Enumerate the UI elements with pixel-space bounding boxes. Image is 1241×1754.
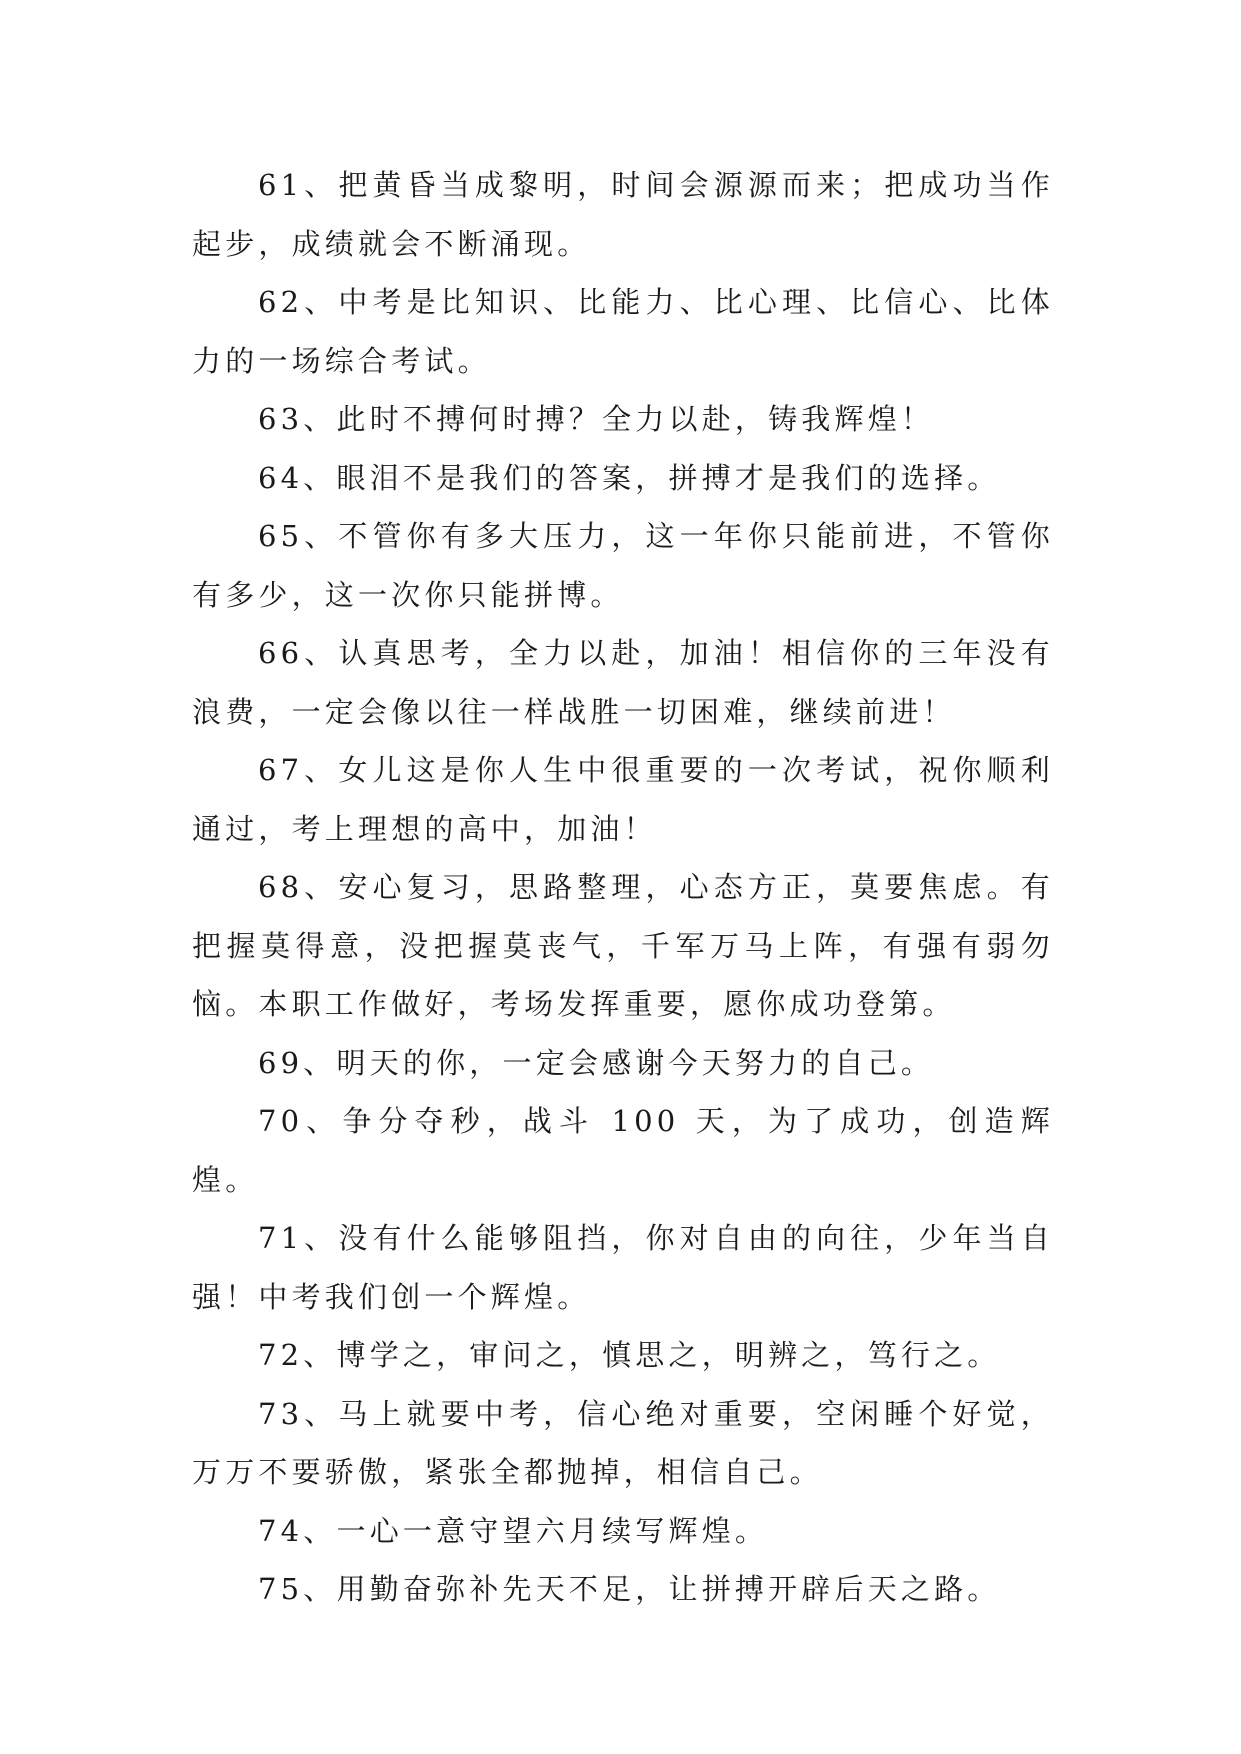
paragraph-66: 66、认真思考，全力以赴，加油！相信你的三年没有浪费，一定会像以往一样战胜一切困难，继续前进！ (192, 636, 1054, 729)
paragraph-63: 63、此时不搏何时搏？全力以赴，铸我辉煌！ (258, 402, 935, 436)
paragraph-65: 65、不管你有多大压力，这一年你只能前进，不管你有多少，这一次你只能拼博。 (192, 519, 1054, 612)
paragraph-71: 71、没有什么能够阻挡，你对自由的向往，少年当自强！中考我们创一个辉煌。 (192, 1221, 1054, 1314)
paragraph-62: 62、中考是比知识、比能力、比心理、比信心、比体力的一场综合考试。 (192, 285, 1054, 378)
document-body (192, 156, 1054, 1619)
paragraph-68: 68、安心复习，思路整理，心态方正，莫要焦虑。有把握莫得意，没把握莫丧气，千军万马上阵，有强有弱勿恼。本职工作做好，考场发挥重要，愿你成功登第。 (192, 870, 1054, 1021)
paragraph-70: 70、争分夺秒，战斗 100 天，为了成功，创造辉煌。 (192, 1104, 1054, 1197)
paragraph-64: 64、眼泪不是我们的答案，拼搏才是我们的选择。 (258, 460, 1001, 495)
paragraph-74: 74、一心一意守望六月续写辉煌。 (258, 1513, 769, 1548)
paragraph-75: 75、用勤奋弥补先天不足，让拼搏开辟后天之路。 (258, 1572, 1001, 1606)
paragraph-61: 61、把黄昏当成黎明，时间会源源而来；把成功当作起步，成绩就会不断涌现。 (192, 168, 1054, 261)
paragraph-69: 69、明天的你，一定会感谢今天努力的自己。 (258, 1045, 935, 1080)
paragraph-72: 72、博学之，审问之，慎思之，明辨之，笃行之。 (258, 1338, 1001, 1372)
paragraph-73: 73、马上就要中考，信心绝对重要，空闲睡个好觉，万万不要骄傲，紧张全都抛掉，相信自己。 (192, 1396, 1054, 1489)
paragraph-67: 67、女儿这是你人生中很重要的一次考试，祝你顺利通过，考上理想的高中，加油！ (192, 753, 1054, 846)
